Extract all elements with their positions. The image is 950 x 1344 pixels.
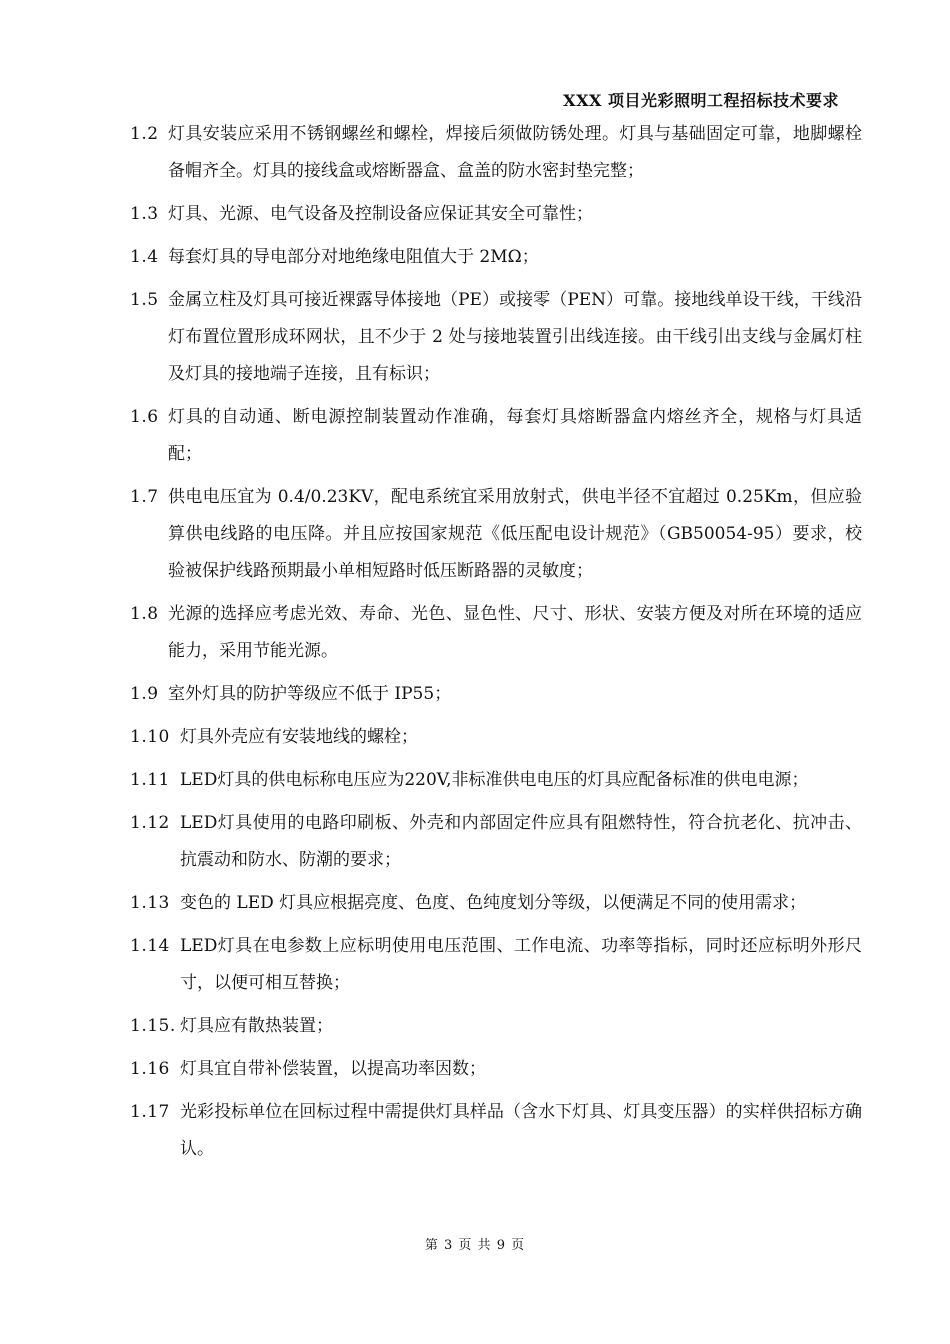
clause-number: 1.10 — [130, 727, 170, 747]
clause-number: 1.4 — [130, 247, 159, 267]
page-footer-number: 第 3 页 共 9 页 — [424, 1238, 526, 1253]
clause-text: 灯具外壳应有安装地线的螺栓； — [180, 727, 418, 747]
clause-number: 1.5 — [130, 290, 159, 310]
clause-text: 变色的 LED 灯具应根据亮度、色度、色纯度划分等级，以便满足不同的使用需求； — [180, 893, 807, 913]
clause-number: 1.6 — [130, 407, 159, 427]
clause-number: 1.17 — [130, 1102, 170, 1122]
clause-item — [130, 596, 862, 670]
clause-item — [130, 1094, 862, 1168]
clause-text: 灯具应有散热装置； — [180, 1016, 333, 1036]
clause-item — [130, 399, 862, 473]
clause-number: 1.2 — [130, 124, 159, 144]
clause-item — [130, 239, 862, 276]
clause-text: 光彩投标单位在回标过程中需提供灯具样品（含水下灯具、灯具变压器）的实样供招标方确认。 — [180, 1102, 862, 1159]
clause-text: 灯具安装应采用不锈钢螺丝和螺栓，焊接后须做防锈处理。灯具与基础固定可靠，地脚螺栓备帽齐全。灯具的接线盒或熔断器盒、盒盖的防水密封垫完整； — [168, 124, 862, 181]
clause-item — [130, 885, 862, 922]
clause-item — [130, 805, 862, 879]
clause-text: 灯具宜自带补偿装置，以提高功率因数； — [180, 1059, 486, 1079]
clause-text: 供电电压宜为 0.4/0.23KV，配电系统宜采用放射式，供电半径不宜超过 0.25Km，但应验算供电线路的电压降。并且应按国家规范《低压配电设计规范》（GB50054-95）要求，校验被保护线路预期最小单相短路时低压断路器的灵敏度； — [168, 487, 862, 581]
clause-item — [130, 479, 862, 590]
clause-text: LED灯具的供电标称电压应为220V,非标准供电电压的灯具应配备标准的供电电源； — [180, 770, 809, 790]
document-body — [130, 116, 862, 1174]
clause-text: 光源的选择应考虑光效、寿命、光色、显色性、尺寸、形状、安装方便及对所在环境的适应能力，采用节能光源。 — [168, 604, 862, 661]
clause-text: 每套灯具的导电部分对地绝缘电阻值大于 2MΩ； — [168, 247, 539, 267]
clause-text: 室外灯具的防护等级应不低于 IP55； — [168, 684, 452, 704]
clause-item — [130, 1008, 862, 1045]
clause-item — [130, 1051, 862, 1088]
clause-number: 1.15. — [130, 1016, 176, 1036]
clause-item — [130, 762, 862, 799]
clause-item — [130, 928, 862, 1002]
page-header-title: XXX 项目光彩照明工程招标技术要求 — [563, 91, 839, 110]
clause-text: LED灯具使用的电路印刷板、外壳和内部固定件应具有阻燃特性，符合抗老化、抗冲击、抗震动和防水、防潮的要求； — [180, 813, 862, 870]
clause-number: 1.11 — [130, 770, 170, 790]
clause-number: 1.7 — [130, 487, 159, 507]
clause-item — [130, 676, 862, 713]
clause-number: 1.3 — [130, 204, 159, 224]
clause-text: 灯具、光源、电气设备及控制设备应保证其安全可靠性； — [168, 204, 593, 224]
clause-number: 1.9 — [130, 684, 159, 704]
clause-number: 1.8 — [130, 604, 159, 624]
clause-item — [130, 719, 862, 756]
clause-text: LED灯具在电参数上应标明使用电压范围、工作电流、功率等指标，同时还应标明外形尺寸，以便可相互替换； — [180, 936, 862, 993]
clause-number: 1.14 — [130, 936, 170, 956]
clause-number: 1.12 — [130, 813, 170, 833]
clause-item — [130, 116, 862, 190]
clause-item — [130, 196, 862, 233]
clause-item — [130, 282, 862, 393]
clause-number: 1.13 — [130, 893, 170, 913]
clause-text: 金属立柱及灯具可接近裸露导体接地（PE）或接零（PEN）可靠。接地线单设干线，干线沿灯布置位置形成环网状，且不少于 2 处与接地装置引出线连接。由干线引出支线与金属灯柱及灯具的接地端子连接，且有标识； — [168, 290, 862, 384]
clause-text: 灯具的自动通、断电源控制装置动作准确，每套灯具熔断器盒内熔丝齐全，规格与灯具适配； — [168, 407, 862, 464]
clause-number: 1.16 — [130, 1059, 170, 1079]
